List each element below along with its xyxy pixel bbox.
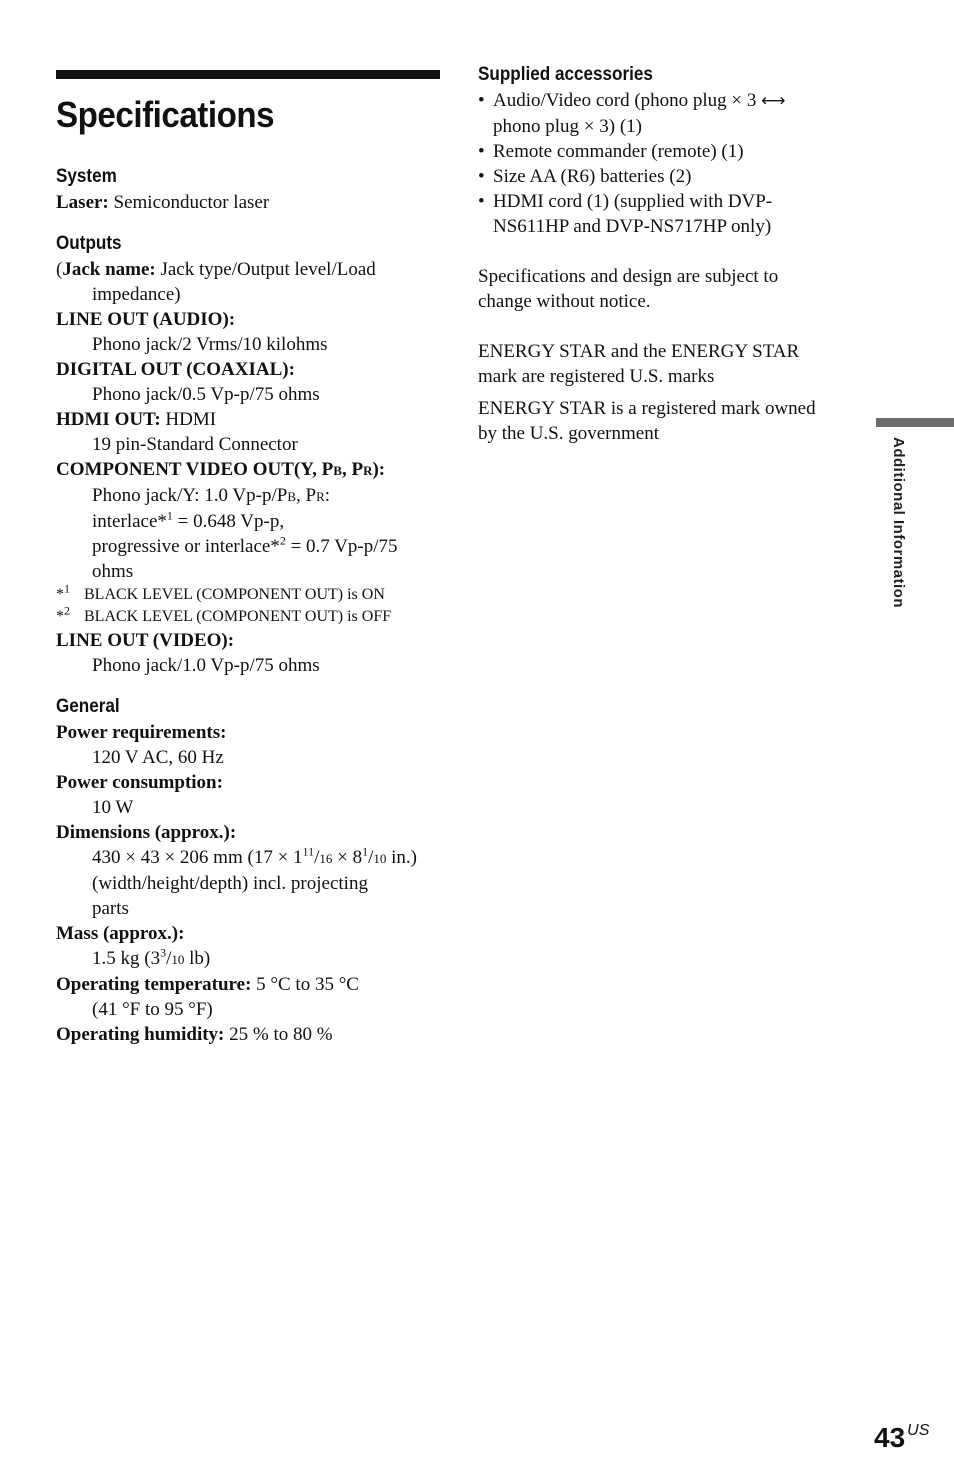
general-heading: General [56,696,120,717]
power-cons-label: Power consumption: [56,772,223,793]
component-value-1: Phono jack/Y: 1.0 Vp-p/PB, PR: [92,485,331,506]
hdmi-out-line: HDMI OUT: HDMI [56,409,217,430]
spec-notice: Specifications and design are subject to change without notice. [478,266,779,312]
line-out-video-value: Phono jack/1.0 Vp-p/75 ohms [92,655,320,676]
page-title: Specifications [56,94,275,135]
component-value-4: ohms [92,561,134,582]
title-rule [56,70,440,79]
digital-out-value: Phono jack/0.5 Vp-p/75 ohms [92,384,320,405]
mass-label: Mass (approx.): [56,923,185,944]
mass-value: 1.5 kg ($3^3/10$ lb) [92,945,211,969]
right-column [478,62,868,446]
component-label: COMPONENT VIDEO OUT(Y, PB, PR): [56,459,386,480]
power-req-label: Power requirements: [56,722,227,743]
outputs-intro: (Jack name: Jack type/Output level/Load [56,259,376,280]
accessory-item-4-cont: NS611HP and DVP-NS717HP only) [493,216,772,237]
laser-line: Laser: Semiconductor laser [56,192,270,213]
system-section [56,164,440,215]
energy-star-notice-2: ENERGY STAR is a registered mark owned by the U.S. government [478,398,816,444]
accessory-item-1-cont: phono plug × 3) (1) [493,116,642,137]
line-out-audio-label: LINE OUT (AUDIO): [56,309,236,330]
power-req-value: 120 V AC, 60 Hz [92,747,224,768]
outputs-section [56,231,440,678]
dims-value-3: parts [92,898,129,919]
line-out-audio-value: Phono jack/2 Vrms/10 kilohms [92,334,328,355]
component-value-2: interlace*$^1$ = 0.648 Vp-p, [92,508,285,532]
outputs-intro-cont: impedance) [92,284,181,305]
op-temp-cont: (41 °F to 95 °F) [92,999,213,1020]
footnote-1: *$^1$ BLACK LEVEL (COMPONENT OUT) is ON [56,581,385,603]
accessory-item-2: • Remote commander (remote) (1) [478,141,744,162]
power-cons-value: 10 W [92,797,134,818]
system-heading: System [56,166,117,187]
digital-out-label: DIGITAL OUT (COAXIAL): [56,359,295,380]
dims-value-1: 430 × 43 × 206 mm ($17 \times 1^{11}/16 \times 8^1/10$ in.) [92,844,417,868]
dims-value-2: (width/height/depth) incl. projecting [92,873,368,894]
general-section [56,694,440,1047]
dims-label: Dimensions (approx.): [56,822,237,843]
accessory-item-4: • HDMI cord (1) (supplied with DVP- [478,191,773,212]
footnote-2: *$^2$ BLACK LEVEL (COMPONENT OUT) is OFF [56,603,392,625]
outputs-heading: Outputs [56,233,122,254]
op-hum-line: Operating humidity: 25 % to 80 % [56,1024,333,1045]
energy-star-notice-1: ENERGY STAR and the ENERGY STAR mark are registered U.S. marks [478,341,800,387]
line-out-video-label: LINE OUT (VIDEO): [56,630,235,651]
double-arrow-icon: ⟷ [761,91,786,111]
page-number: 43 US [874,1422,930,1453]
component-value-3: progressive or interlace*$^2$ = 0.7 Vp-p/75 [92,533,398,557]
accessory-item-3: • Size AA (R6) batteries (2) [478,166,692,187]
op-temp-line: Operating temperature: 5 °C to 35 °C [56,974,359,995]
accessories-heading: Supplied accessories [478,64,653,85]
hdmi-out-cont: 19 pin-Standard Connector [92,434,298,455]
side-tab-bar [876,418,954,427]
side-tab-label: Additional Information [890,437,907,608]
accessory-item-1: • Audio/Video cord (phono plug × 3 ⟷ [478,90,786,111]
left-column [56,70,440,1047]
